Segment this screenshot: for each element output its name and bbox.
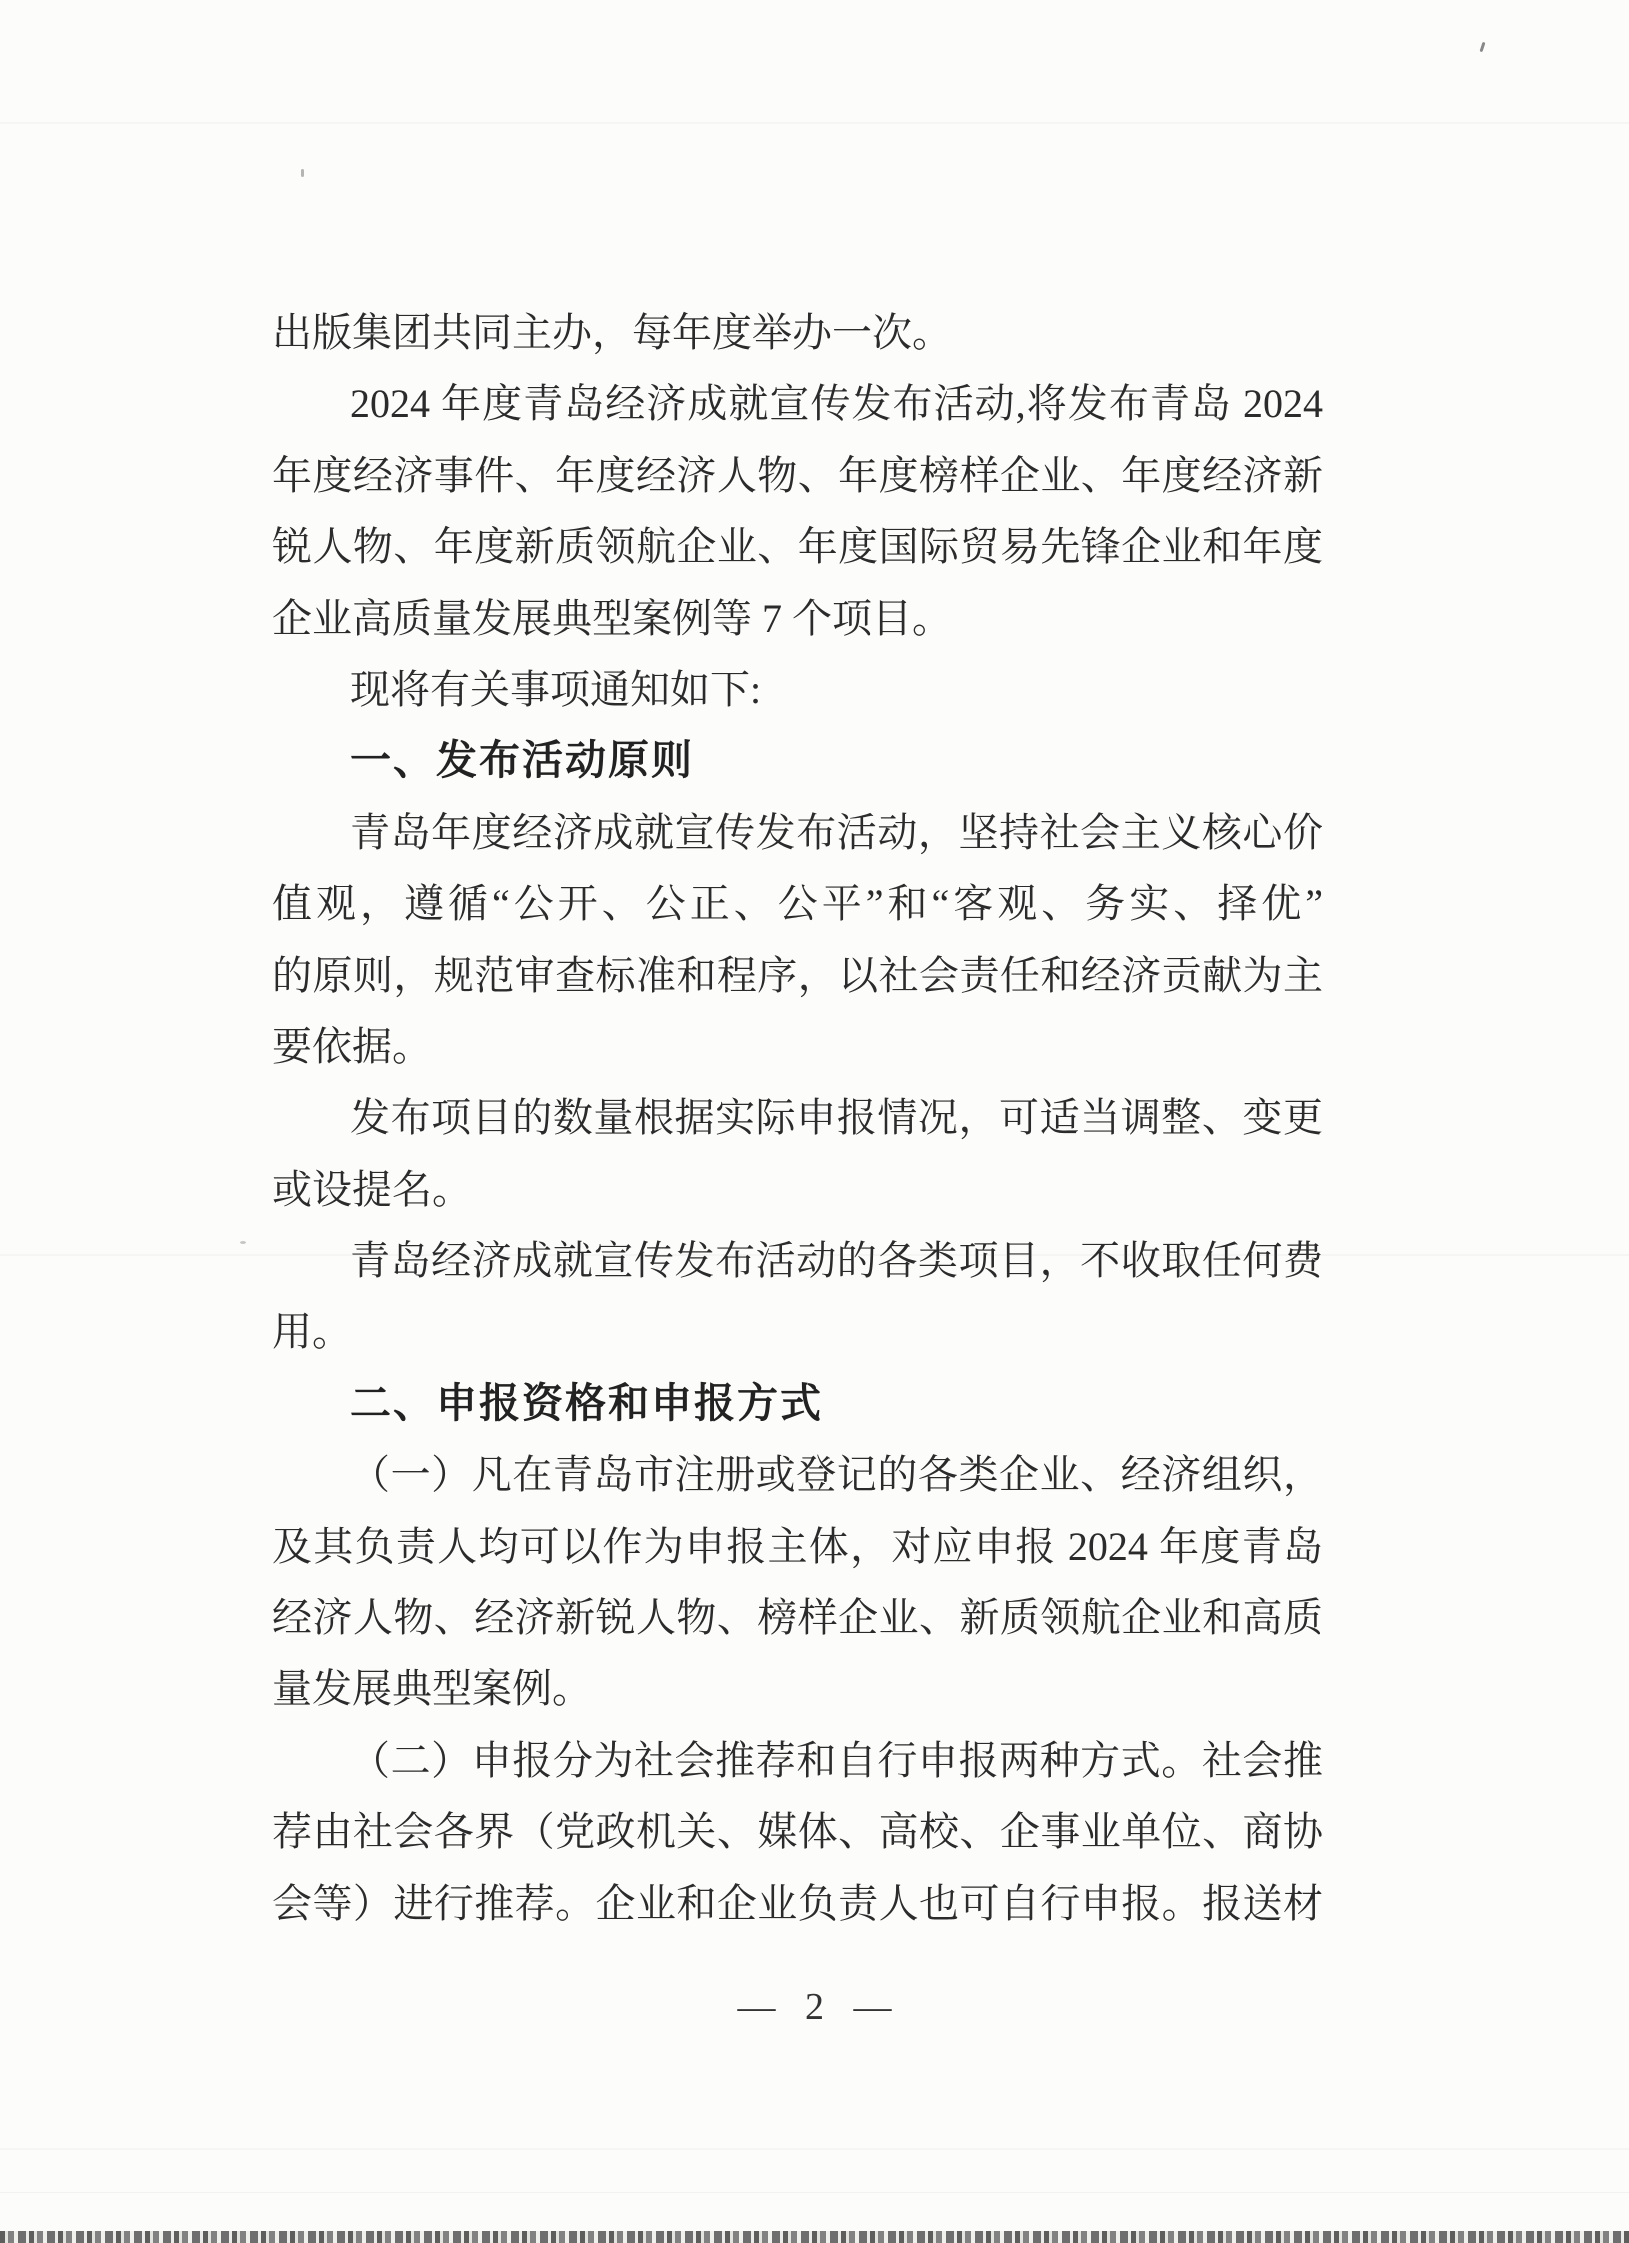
section-heading: 二、申报资格和申报方式 (350, 1379, 823, 1426)
text-line: 经济人物、经济新锐人物、榜样企业、新质领航企业和高质 (272, 1595, 1323, 1641)
text-line: 值观，遵循“公开、公正、公平”和“客观、务实、择优” (272, 881, 1323, 927)
document-body (272, 297, 1323, 1939)
page-number: — 2 — (737, 1986, 902, 2028)
text-line: 荐由社会各界（党政机关、媒体、高校、企事业单位、商协 (272, 1809, 1323, 1855)
scan-artifact-band (0, 2231, 1629, 2243)
text-line: 或设提名。 (272, 1166, 472, 1212)
text-line: 量发展典型案例。 (272, 1666, 592, 1712)
scan-speck (1480, 42, 1486, 52)
text-line: 企业高质量发展典型案例等 7 个项目。 (272, 595, 952, 641)
text-line: 会等）进行推荐。企业和企业负责人也可自行申报。报送材 (272, 1880, 1323, 1926)
text-line: 及其负责人均可以作为申报主体，对应申报 2024 年度青岛 (272, 1523, 1323, 1569)
text-line: 的原则，规范审查标准和程序，以社会责任和经济贡献为主 (272, 952, 1323, 998)
text-line: 现将有关事项通知如下: (350, 666, 762, 712)
text-line: 2024 年度青岛经济成就宣传发布活动,将发布青岛 2024 (350, 381, 1323, 427)
text-line: 用。 (272, 1309, 352, 1355)
text-line: 发布项目的数量根据实际申报情况，可适当调整、变更 (350, 1095, 1323, 1141)
text-line: 青岛年度经济成就宣传发布活动，坚持社会主义核心价 (350, 809, 1323, 855)
text-line: （二）申报分为社会推荐和自行申报两种方式。社会推 (350, 1737, 1323, 1783)
text-line: 要依据。 (272, 1023, 432, 1069)
text-line: 青岛经济成就宣传发布活动的各类项目，不收取任何费 (350, 1238, 1323, 1284)
text-line: 年度经济事件、年度经济人物、年度榜样企业、年度经济新 (272, 452, 1323, 498)
text-line: （一）凡在青岛市注册或登记的各类企业、经济组织， (350, 1452, 1323, 1498)
scan-streak (0, 2148, 1629, 2150)
scan-streak (0, 2192, 1629, 2193)
text-line: 出版集团共同主办，每年度举办一次。 (272, 310, 952, 355)
text-line: 锐人物、年度新质领航企业、年度国际贸易先锋企业和年度 (272, 524, 1323, 570)
scan-streak (0, 1254, 1629, 1256)
scan-speck (240, 1241, 246, 1244)
scan-streak (0, 122, 1629, 124)
scan-speck (301, 169, 304, 177)
section-heading: 一、发布活动原则 (350, 737, 694, 784)
